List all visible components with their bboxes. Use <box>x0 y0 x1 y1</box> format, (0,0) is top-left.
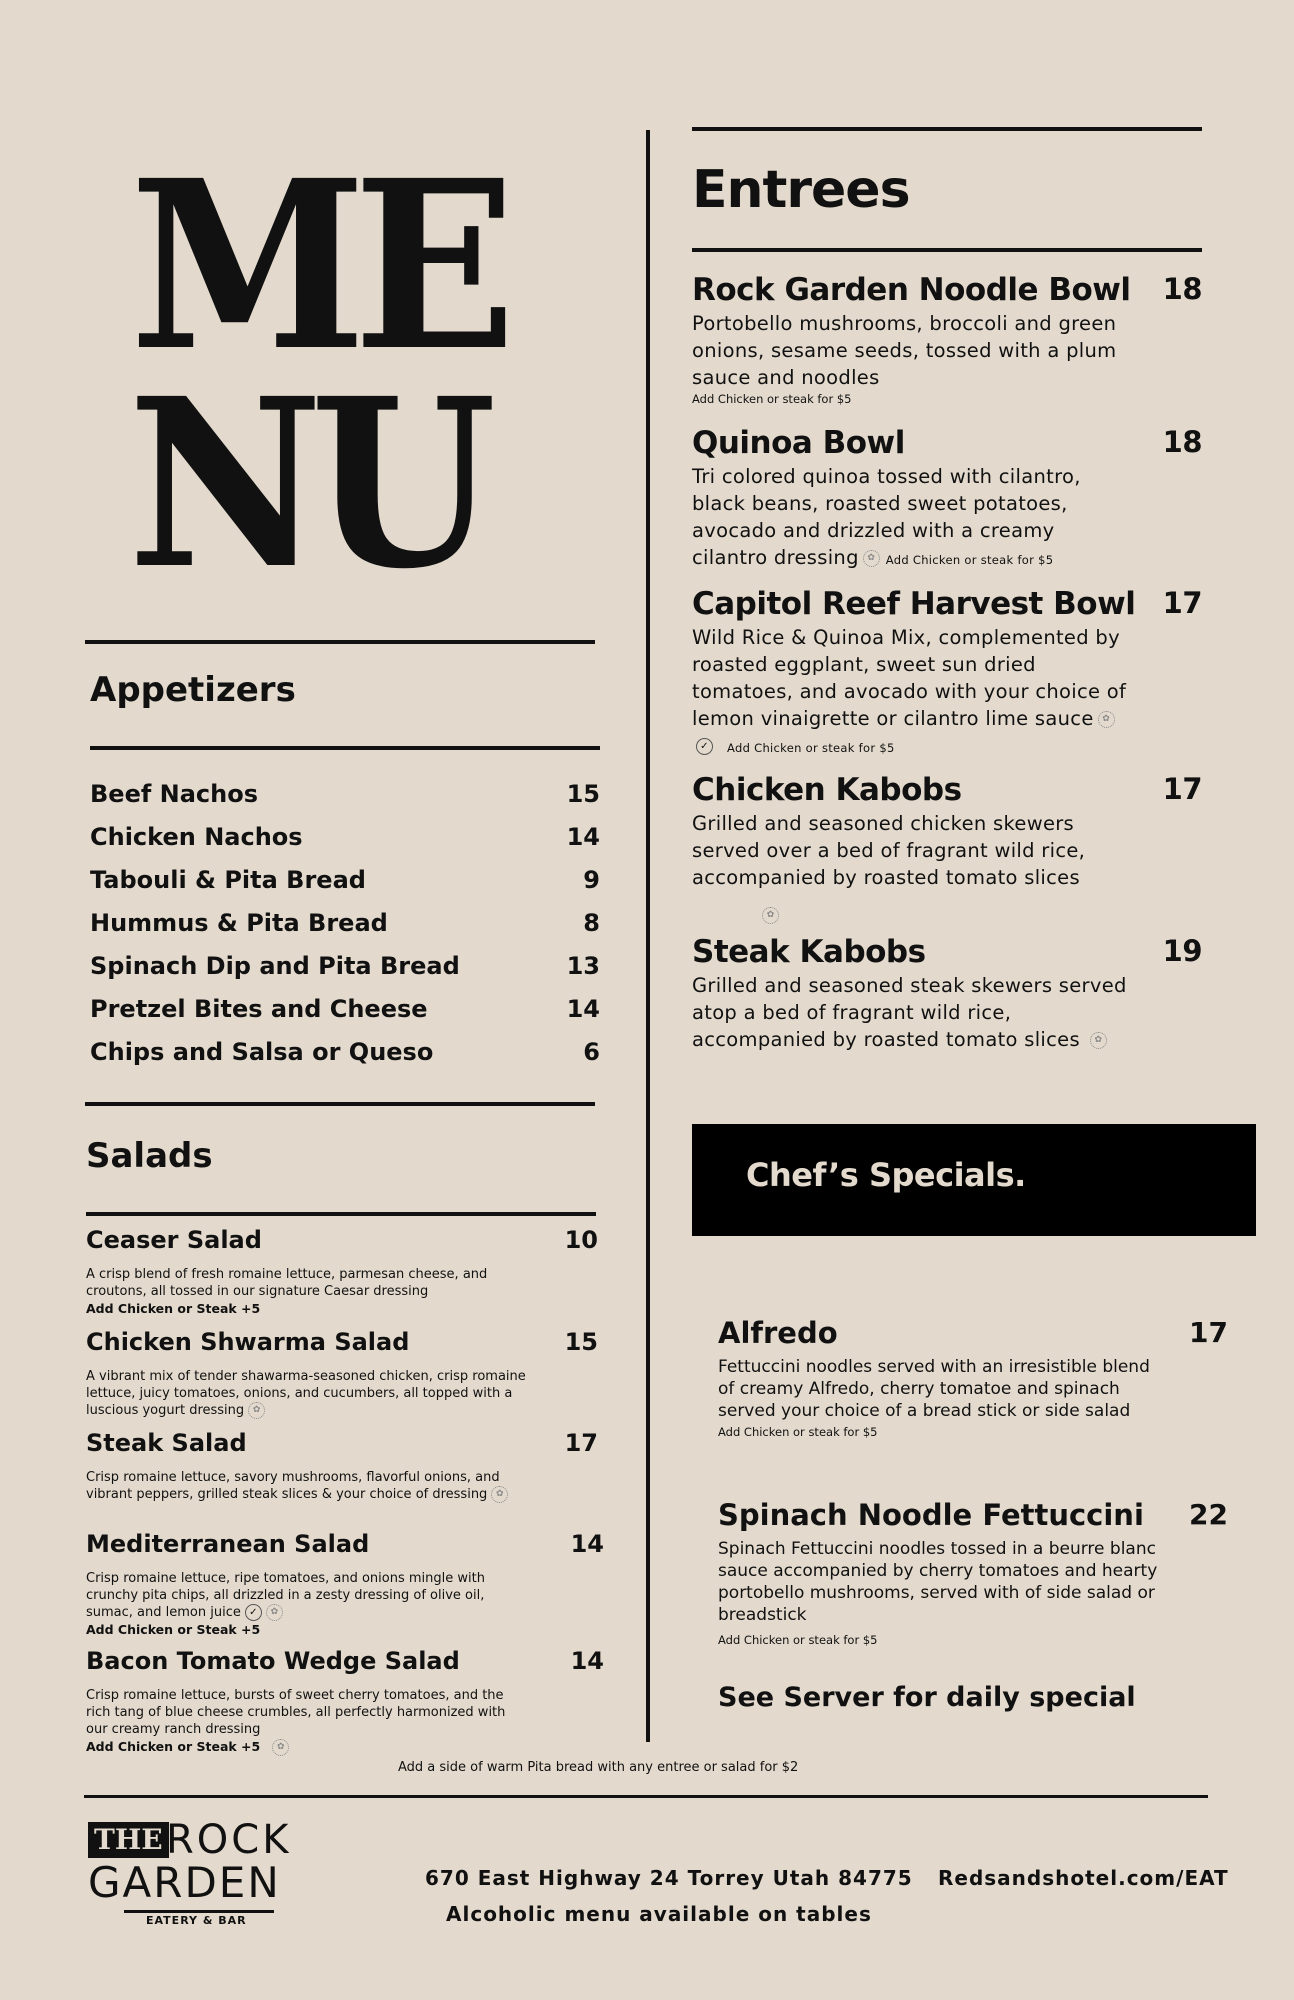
item-price: 18 <box>1162 425 1202 459</box>
item-description: Grilled and seasoned chicken skewers served over a bed of fragrant wild rice, accompanied by roasted tomato slices <box>692 812 1086 889</box>
item-price: 19 <box>1162 934 1202 968</box>
item-price: 17 <box>564 1429 598 1457</box>
item-description: Portobello mushrooms, broccoli and green onions, sesame seeds, tossed with a plum sauce and noodles <box>692 312 1117 389</box>
list-item <box>90 995 600 1037</box>
list-item <box>692 772 1202 924</box>
item-price: 22 <box>1189 1498 1228 1531</box>
chefs-specials-banner <box>692 1124 1256 1236</box>
item-addon: Add Chicken or steak for $5 <box>692 392 852 406</box>
item-addon: Add Chicken or steak for $5 <box>718 1425 878 1439</box>
item-addon: Add Chicken or steak for $5 <box>718 1633 878 1647</box>
item-addon: Add Chicken or steak for $5 <box>885 553 1054 567</box>
website-link[interactable]: Redsandshotel.com/EAT <box>938 1866 1229 1890</box>
item-price: 14 <box>566 995 600 1023</box>
item-price: 14 <box>566 823 600 851</box>
check-icon: ✓ <box>245 1604 262 1621</box>
divider <box>692 127 1202 131</box>
leaf-icon: ✿ <box>266 1604 283 1621</box>
leaf-icon: ✿ <box>272 1739 289 1756</box>
logo-garden: GARDEN <box>88 1858 281 1907</box>
list-item <box>90 780 600 822</box>
list-item <box>90 823 600 865</box>
divider <box>84 1795 1208 1798</box>
list-item <box>90 909 600 951</box>
item-price: 14 <box>570 1530 604 1558</box>
logo-subtitle: EATERY & BAR <box>146 1914 247 1927</box>
daily-special-note: See Server for daily special <box>718 1682 1136 1713</box>
leaf-icon: ✿ <box>1098 711 1115 728</box>
item-price: 17 <box>1162 772 1202 806</box>
entrees-heading: Entrees <box>692 160 910 220</box>
list-item <box>692 272 1202 407</box>
item-description: Crisp romaine lettuce, bursts of sweet cherry tomatoes, and the rich tang of blue cheese crumbles, all perfectly harmonized with our creamy ranch dressing <box>86 1688 506 1737</box>
item-name: Rock Garden Noodle Bowl <box>692 272 1131 308</box>
item-price: 17 <box>1189 1316 1228 1349</box>
leaf-icon: ✿ <box>248 1402 265 1419</box>
rock-garden-logo <box>88 1818 318 1930</box>
item-name: Steak Kabobs <box>692 934 926 970</box>
item-description: Wild Rice & Quinoa Mix, complemented by roasted eggplant, sweet sun dried tomatoes, and avocado with your choice of lemon vinaigrette or cilantro lime sauce <box>692 626 1127 730</box>
item-description: Spinach Fettuccini noodles tossed in a beurre blanc sauce accompanied by cherry tomatoes and hearty portobello mushrooms, served with of side salad or breadstick <box>718 1539 1158 1625</box>
menu-title-line1: ME <box>130 129 504 402</box>
column-divider <box>646 130 650 1742</box>
item-name: Beef Nachos <box>90 780 259 808</box>
item-description: Grilled and seasoned steak skewers served atop a bed of fragrant wild rice, accompanied by roasted tomato slices <box>692 974 1127 1051</box>
leaf-icon: ✿ <box>491 1486 508 1503</box>
item-description: Crisp romaine lettuce, savory mushrooms, flavorful onions, and vibrant peppers, grilled steak slices & your choice of dressing <box>86 1470 500 1502</box>
item-name: Chicken Kabobs <box>692 772 962 808</box>
list-item <box>692 425 1202 574</box>
item-name: Steak Salad <box>86 1429 247 1457</box>
item-description: A crisp blend of fresh romaine lettuce, parmesan cheese, and croutons, all tossed in our signature Caesar dressing <box>86 1267 488 1299</box>
item-addon: Add Chicken or Steak +5 <box>86 1622 261 1637</box>
item-price: 6 <box>583 1038 600 1066</box>
item-name: Alfredo <box>718 1316 838 1350</box>
list-item <box>90 866 600 908</box>
divider <box>86 1212 596 1216</box>
item-name: Chicken Nachos <box>90 823 303 851</box>
leaf-icon: ✿ <box>762 907 779 924</box>
check-icon: ✓ <box>696 738 713 755</box>
item-price: 15 <box>566 780 600 808</box>
item-price: 9 <box>583 866 600 894</box>
item-name: Ceaser Salad <box>86 1226 262 1254</box>
item-name: Mediterranean Salad <box>86 1530 370 1558</box>
list-item <box>86 1647 604 1756</box>
divider <box>85 1102 595 1106</box>
item-price: 17 <box>1162 586 1202 620</box>
item-addon: Add Chicken or steak for $5 <box>727 741 895 755</box>
leaf-icon: ✿ <box>863 550 880 567</box>
item-addon: Add Chicken or Steak +5 <box>86 1739 261 1754</box>
chefs-specials-heading: Chef’s Specials. <box>746 1156 1026 1194</box>
item-name: Spinach Noodle Fettuccini <box>718 1498 1144 1532</box>
pita-note: Add a side of warm Pita bread with any entree or salad for $2 <box>398 1760 799 1775</box>
item-addon: Add Chicken or Steak +5 <box>86 1301 261 1316</box>
menu-title-line2: NU <box>128 347 484 620</box>
list-item <box>90 952 600 994</box>
item-price: 10 <box>564 1226 598 1254</box>
item-price: 14 <box>570 1647 604 1675</box>
list-item <box>718 1316 1228 1440</box>
list-item <box>86 1328 598 1419</box>
item-name: Chicken Shwarma Salad <box>86 1328 410 1356</box>
logo-the: THE <box>88 1822 169 1858</box>
item-name: Tabouli & Pita Bread <box>90 866 366 894</box>
list-item <box>86 1226 598 1317</box>
salads-heading: Salads <box>86 1136 213 1176</box>
item-name: Quinoa Bowl <box>692 425 905 461</box>
list-item <box>86 1429 598 1503</box>
logo-rock: ROCK <box>166 1817 292 1863</box>
item-price: 15 <box>564 1328 598 1356</box>
list-item <box>692 934 1202 1053</box>
item-price: 8 <box>583 909 600 937</box>
item-name: Bacon Tomato Wedge Salad <box>86 1647 460 1675</box>
divider <box>692 248 1202 252</box>
list-item <box>718 1498 1228 1648</box>
item-description: A vibrant mix of tender shawarma-seasoned chicken, crisp romaine lettuce, juicy tomatoes, onions, and cucumbers, all topped with a luscious yogurt dressing <box>86 1369 526 1418</box>
alcohol-note: Alcoholic menu available on tables <box>446 1902 872 1926</box>
item-price: 13 <box>566 952 600 980</box>
item-price: 18 <box>1162 272 1202 306</box>
item-name: Pretzel Bites and Cheese <box>90 995 428 1023</box>
divider <box>90 746 600 750</box>
item-name: Hummus & Pita Bread <box>90 909 388 937</box>
leaf-icon: ✿ <box>1090 1032 1107 1049</box>
list-item <box>90 1038 600 1080</box>
appetizers-heading: Appetizers <box>90 670 296 710</box>
item-name: Chips and Salsa or Queso <box>90 1038 434 1066</box>
item-description: Fettuccini noodles served with an irresistible blend of creamy Alfredo, cherry tomatoe and spinach served your choice of a bread stick or side salad <box>718 1357 1150 1421</box>
item-name: Capitol Reef Harvest Bowl <box>692 586 1136 622</box>
item-description: Tri colored quinoa tossed with cilantro, black beans, roasted sweet potatoes, avocado and drizzled with a creamy cilantro dressing <box>692 465 1081 569</box>
item-name: Spinach Dip and Pita Bread <box>90 952 460 980</box>
list-item <box>692 586 1202 762</box>
logo-underline <box>124 1910 274 1913</box>
list-item <box>86 1530 604 1638</box>
address: 670 East Highway 24 Torrey Utah 84775 <box>425 1866 913 1890</box>
item-description: Crisp romaine lettuce, ripe tomatoes, and onions mingle with crunchy pita chips, all drizzled in a zesty dressing of olive oil, sumac, and lemon juice <box>86 1571 485 1620</box>
divider <box>85 640 595 644</box>
